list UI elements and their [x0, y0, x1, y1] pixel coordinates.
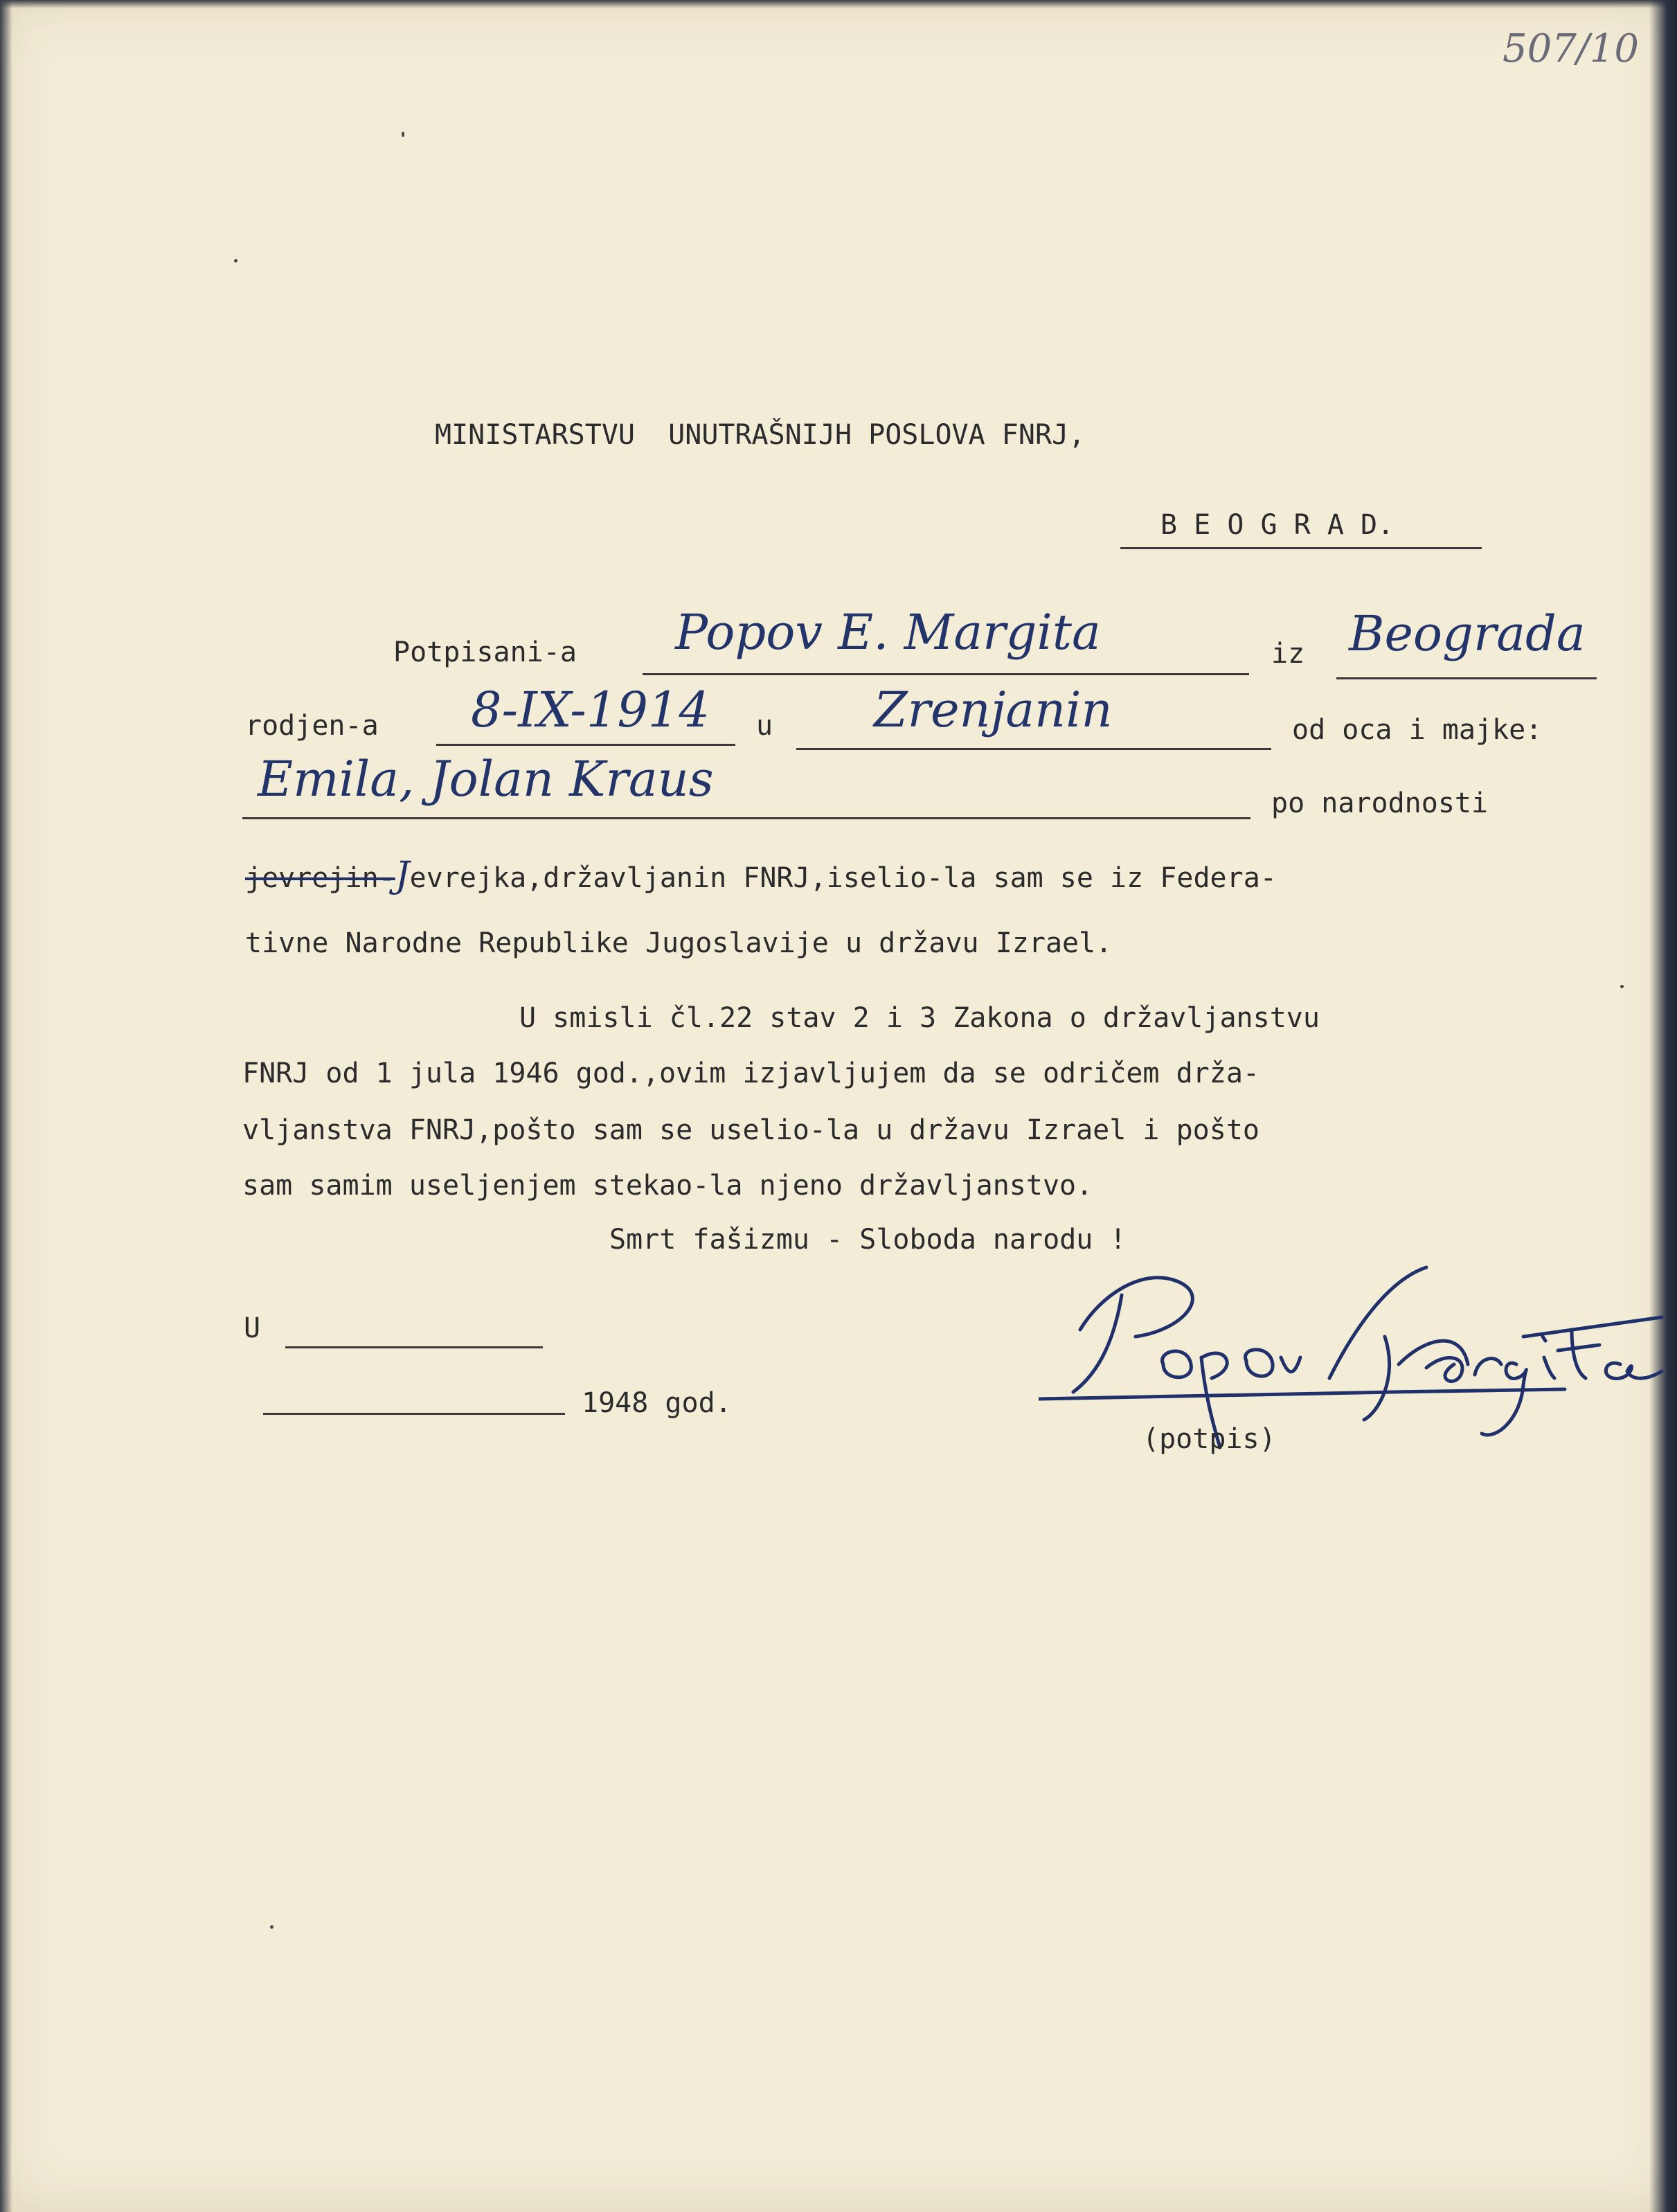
struck-word: jevrejin- — [245, 862, 395, 894]
name-underline — [643, 673, 1249, 675]
signature-label: (potpis) — [1142, 1423, 1276, 1455]
scan-edge-right — [1649, 0, 1677, 2212]
place-blank-line — [285, 1346, 543, 1348]
declaration-line-3: vljanstva FNRJ,pošto sam se uselio-la u državu Izrael i pošto — [242, 1114, 1260, 1146]
field-birth-date: 8-IX-1914 — [471, 681, 710, 738]
paper-speck — [270, 1925, 273, 1929]
field-parents: Emila, Jolan Kraus — [258, 751, 714, 808]
field-name: Popov E. Margita — [675, 604, 1101, 661]
place-label: U — [244, 1312, 261, 1344]
label-from: iz — [1271, 638, 1305, 670]
addressee-ministry: MINISTARSTVU UNUTRAŠNIJH POSLOVA FNRJ, — [435, 419, 1086, 451]
slogan: Smrt fašizmu - Sloboda narodu ! — [609, 1224, 1127, 1256]
declaration-line-2: FNRJ od 1 jula 1946 god.,ovim izjavljujem da se odričem drža- — [242, 1058, 1260, 1089]
emigration-line: tivne Narodne Republike Jugoslavije u državu Izrael. — [245, 927, 1113, 959]
declaration-line-4: sam samim useljenjem stekao-la njeno državljanstvo. — [242, 1170, 1093, 1202]
nationality-text: evrejka,državljanin FNRJ,iselio-la sam se iz Federa- — [409, 862, 1277, 894]
label-born: rodjen-a — [245, 710, 379, 742]
birth-place-underline — [796, 748, 1271, 750]
birth-date-underline — [436, 744, 735, 746]
label-in: u — [756, 710, 773, 742]
scan-edge-left — [0, 0, 12, 2212]
label-nationality: po narodnosti — [1271, 787, 1489, 819]
date-blank-line — [263, 1413, 565, 1415]
nationality-line — [245, 855, 1277, 896]
handwritten-signature — [1039, 1254, 1676, 1475]
archive-number: 507/10 — [1503, 26, 1640, 71]
from-place-underline — [1336, 677, 1597, 679]
paper-speck — [402, 132, 404, 137]
label-signed: Potpisani-a — [393, 636, 577, 668]
corrected-prefix: J — [395, 855, 410, 896]
parents-underline — [242, 817, 1250, 819]
paper-speck — [234, 259, 237, 262]
field-birth-place: Zrenjanin — [874, 681, 1113, 738]
declaration-line-1: U smisli čl.22 stav 2 i 3 Zakona o državljanstvu — [519, 1002, 1320, 1034]
paper-speck — [1620, 985, 1624, 988]
city-underline — [1120, 547, 1482, 549]
field-from-place: Beograda — [1349, 605, 1586, 662]
scan-edge-top — [0, 0, 1677, 8]
addressee-city: B E O G R A D. — [1160, 509, 1394, 541]
year-label: 1948 god. — [582, 1387, 732, 1419]
label-parents: od oca i majke: — [1292, 714, 1543, 746]
